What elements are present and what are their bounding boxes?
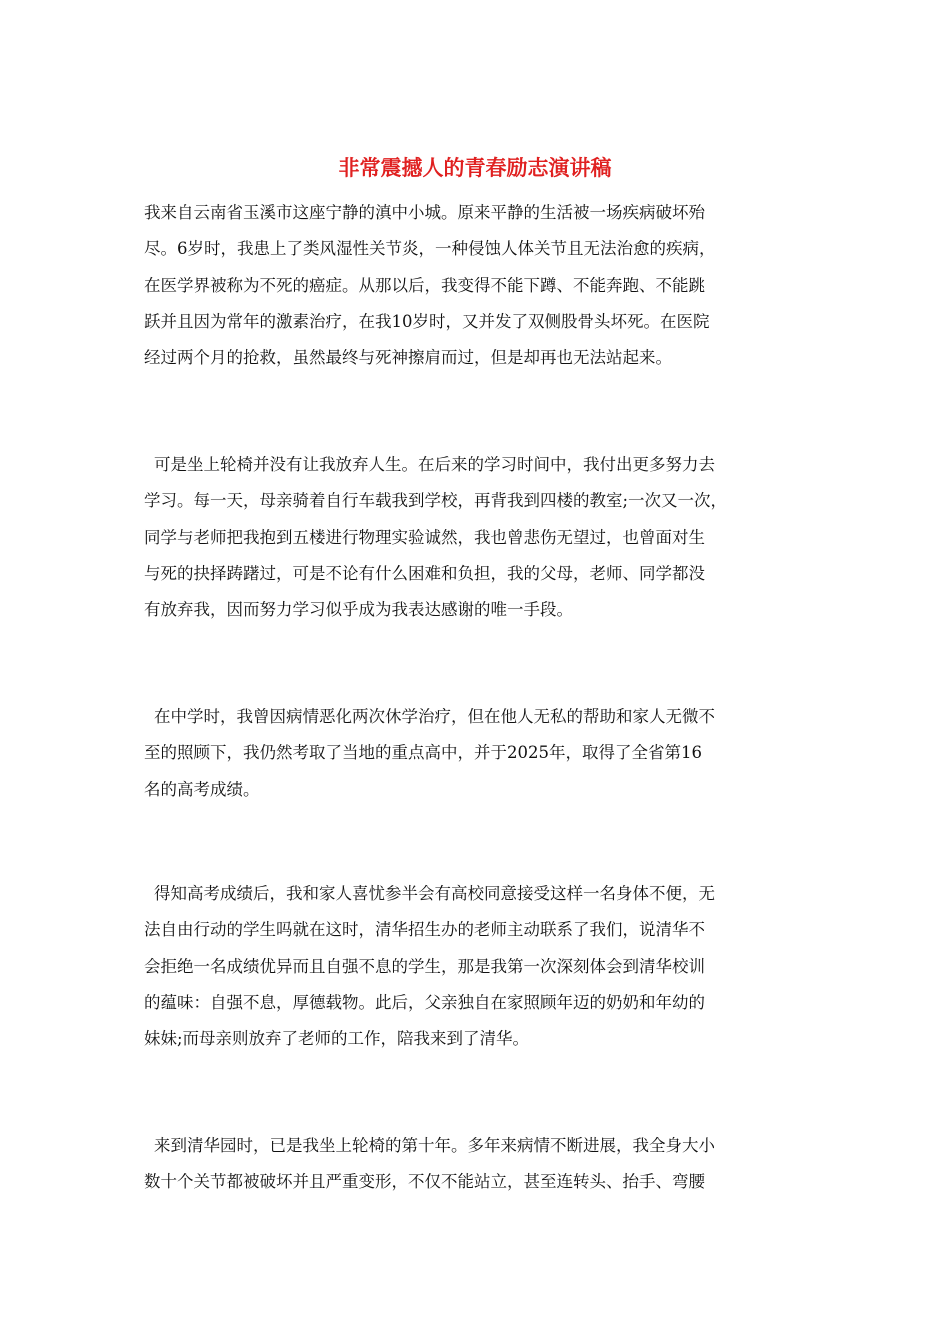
paragraph-1-line-5: 经过两个月的抢救，虽然最终与死神擦肩而过，但是却再也无法站起来。	[144, 348, 672, 368]
document-title: 非常震撼人的青春励志演讲稿	[338, 155, 612, 180]
paragraph-4-line-5: 妹妹;而母亲则放弃了老师的工作，陪我来到了清华。	[144, 1029, 530, 1049]
paragraph-2-line-5: 有放弃我，因而努力学习似乎成为我表达感谢的唯一手段。	[144, 600, 573, 620]
paragraph-2	[144, 447, 727, 628]
paragraph-4	[144, 876, 715, 1057]
paragraph-3-line-3: 名的高考成绩。	[144, 779, 260, 799]
paragraph-1-line-2: 尽。6岁时，我患上了类风湿性关节炎，一种侵蚀人体关节且无法治愈的疾病，	[144, 239, 716, 259]
paragraph-2-line-2: 学习。每一天，母亲骑着自行车载我到学校，再背我到四楼的教室;一次又一次，	[144, 491, 728, 511]
paragraph-5-line-1: 来到清华园时，已是我坐上轮椅的第十年。多年来病情不断进展，我全身大小	[154, 1136, 715, 1155]
paragraph-2-line-3: 同学与老师把我抱到五楼进行物理实验诚然，我也曾悲伤无望过，也曾面对生	[144, 527, 705, 547]
paragraph-2-line-1: 可是坐上轮椅并没有让我放弃人生。在后来的学习时间中，我付出更多努力去	[154, 455, 715, 474]
paragraph-3	[144, 699, 715, 808]
paragraph-1	[144, 195, 716, 376]
paragraph-4-line-1: 得知高考成绩后，我和家人喜忧参半会有高校同意接受这样一名身体不便，无	[154, 884, 715, 903]
paragraph-3-line-1: 在中学时，我曾因病情恶化两次休学治疗，但在他人无私的帮助和家人无微不	[154, 707, 715, 726]
paragraph-5	[144, 1128, 715, 1201]
paragraph-1-line-3: 在医学界被称为不死的癌症。从那以后，我变得不能下蹲、不能奔跑、不能跳	[144, 275, 705, 295]
paragraph-5-line-2: 数十个关节都被破坏并且严重变形，不仅不能站立，甚至连转头、抬手、弯腰	[144, 1172, 705, 1192]
paragraph-3-line-2: 至的照顾下，我仍然考取了当地的重点高中，并于2025年，取得了全省第16	[144, 743, 702, 763]
paragraph-4-line-4: 的蕴味：自强不息，厚德载物。此后，父亲独自在家照顾年迈的奶奶和年幼的	[144, 992, 705, 1012]
paragraph-2-line-4: 与死的抉择踌躇过，可是不论有什么困难和负担，我的父母，老师、同学都没	[144, 563, 705, 583]
paragraph-1-line-4: 跃并且因为常年的激素治疗，在我10岁时，又并发了双侧股骨头坏死。在医院	[144, 311, 710, 331]
paragraph-1-line-1: 我来自云南省玉溪市这座宁静的滇中小城。原来平静的生活被一场疾病破坏殆	[144, 203, 705, 222]
paragraph-4-line-2: 法自由行动的学生吗就在这时，清华招生办的老师主动联系了我们，说清华不	[144, 920, 705, 940]
paragraph-4-line-3: 会拒绝一名成绩优异而且自强不息的学生，那是我第一次深刻体会到清华校训	[144, 956, 705, 976]
